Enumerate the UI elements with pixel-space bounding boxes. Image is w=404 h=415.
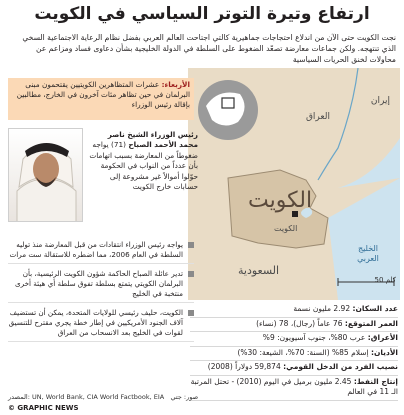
portrait-image — [9, 129, 83, 222]
quote-lead: الأربعاء: — [161, 80, 190, 89]
sources-text: المصدر: UN, World Bank, CIA World Factbook, EIA — [8, 393, 165, 401]
kuwait-map — [188, 68, 400, 300]
prime-minister-bio — [88, 130, 198, 226]
fact-row — [190, 361, 398, 376]
fact-value: 2.92 مليون نسمة — [293, 304, 351, 313]
quote-text: عشرات المتظاهرين الكويتيين يقتحمون مبنى البرلمان في حين تظاهر مئات آخرون في الخارج، مطالبين بإقالة رئيس الوزراء — [16, 80, 190, 109]
bullet-text: تدير عائلة الصباح الحاكمة شؤون الكويت الرئيسية، بأن البرلمان الكويتي يتمتع بسلطة تفوق سلطة أي هيئة أخرى منتخبة في الخليج — [14, 269, 183, 298]
fact-row — [190, 303, 398, 318]
key-points — [8, 240, 194, 347]
scale-label: 50 كلم — [374, 276, 396, 284]
label-kuwait: الكويت — [248, 188, 313, 213]
fact-label: نصيب الفرد من الدخل القومي: — [283, 362, 398, 371]
sources-line — [8, 393, 198, 401]
fact-value: 76 عاماً (رجال)، 78 (نساء) — [256, 318, 343, 328]
page-title: ارتفاع وتيرة التوتر السياسي في الكويت — [34, 4, 370, 24]
label-kuwait-city: الكويت — [274, 224, 298, 233]
intro-paragraph: نجت الكويت حتى الآن من اندلاع احتجاجات جماهيرية كالتي اجتاحت العالم العربي بفضل نظام الرعاية الاجتماعية السخي الذي تنتهجه. ولكن جماعات معارضة تصعّد الضغوط على السلطة في الدولة الخليجية بشأن دعاوى فساد ومزاعم عن محاولات لخنق الحريات السياسية — [22, 33, 396, 64]
list-item — [8, 269, 194, 303]
fact-label: عدد السكان: — [352, 304, 398, 313]
bio-lead: رئيس الوزراء الشيخ ناصر محمد الأحمد الصباح — [107, 130, 198, 150]
graphic-news-logo: © GRAPHIC NEWS — [8, 404, 79, 412]
fact-label: الأعراق: — [367, 333, 398, 342]
news-quote-box — [8, 78, 194, 120]
list-item — [8, 308, 194, 342]
prime-minister-portrait — [8, 128, 83, 222]
label-iraq: العراق — [305, 112, 330, 122]
country-facts — [190, 303, 398, 401]
label-saudi: السعودية — [238, 264, 280, 277]
square-bullet-icon — [188, 271, 194, 277]
square-bullet-icon — [188, 242, 194, 248]
fact-row — [190, 332, 398, 347]
label-gulf: الخليج العربي — [357, 244, 379, 263]
photo-credit: صور: جتي — [170, 393, 199, 401]
fact-row — [190, 376, 398, 401]
fact-row — [190, 318, 398, 333]
fact-value: 2.45 مليون برميل في اليوم (2010) - تحتل المرتبة الـ 11 في العالم — [190, 376, 398, 396]
fact-value: عرب 80%، جنوب آسيويون: 9% — [262, 333, 366, 342]
bullet-text: يواجه رئيس الوزراء انتقادات من قبل المعارضة منذ توليه السلطة في العام 2006، مما اضطره للاستقالة ست مرات — [9, 240, 183, 259]
label-iran: إيران — [370, 96, 390, 106]
fact-value: 59,874 دولاراً (2008) — [207, 362, 281, 371]
fact-label: العمر المتوقع: — [344, 318, 398, 328]
list-item — [8, 240, 194, 264]
fact-label: إنتاج النفط: — [353, 376, 398, 386]
map-graphic — [188, 68, 400, 300]
fact-value: إسلام 85% (السنة: 70%، الشيعة: 30%) — [237, 347, 369, 357]
fact-row — [190, 347, 398, 362]
fact-label: الأديان: — [370, 347, 398, 357]
bullet-text: الكويت، حليف رئيسي للولايات المتحدة، يمكن أن تستضيف آلاف الجنود الأمريكيين في إطار خطة يجري مقترح للتنسيق لقوات في الخليج بعد الانسحاب من العراق — [8, 308, 183, 337]
bio-text: (71) يواجه ضغوطاً من المعارضة بسبب اتهامات بأن عدداً من النواب في الحكومة حوّلوا أموالاً غير مشروعة إلى حسابات خارج الكويت — [89, 140, 198, 192]
